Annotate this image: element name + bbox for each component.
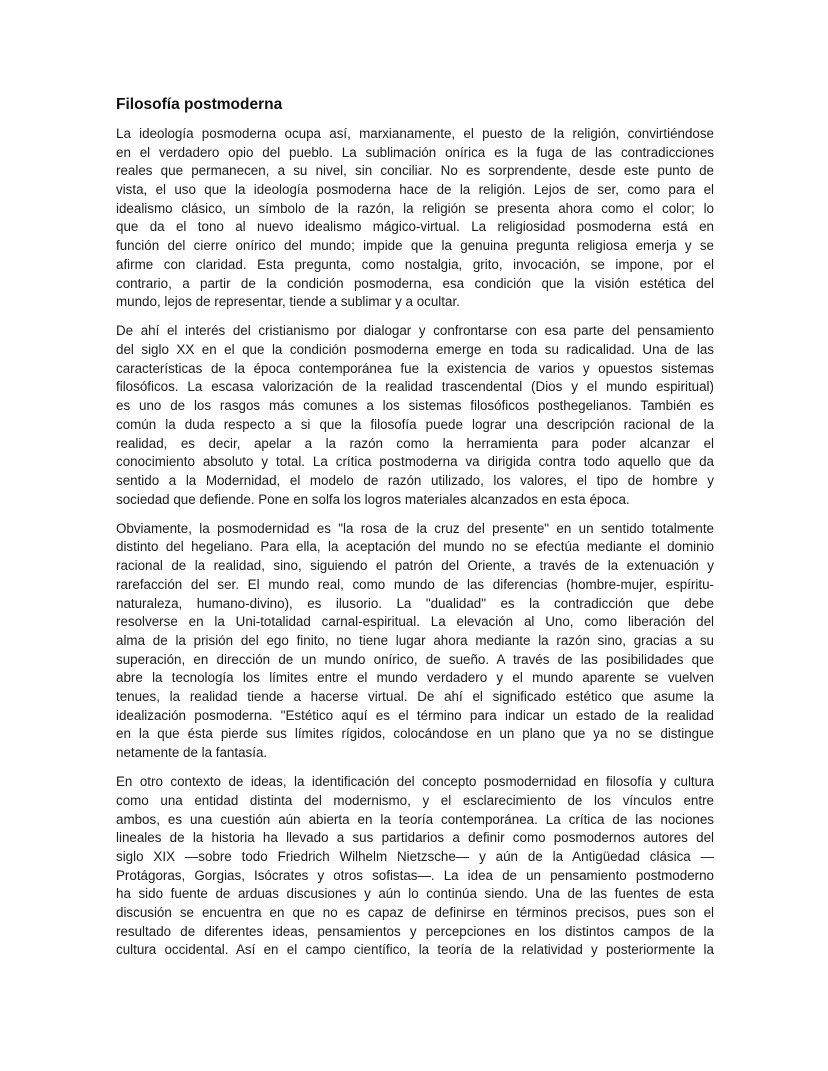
paragraph bbox=[116, 322, 714, 509]
text-line: De ahí el interés del cristianismo por dialogar y confrontarse con esa parte del pensamiento bbox=[116, 323, 714, 339]
paragraph bbox=[116, 520, 714, 763]
text-line: en la que ésta pierde sus límites rígidos, colocándose en un plano que ya no se distingue bbox=[116, 726, 714, 742]
text-line: contrario, a partir de la condición posmoderna, esa condición que la visión estética del bbox=[116, 275, 714, 291]
text-line: del siglo XX en el que la condición posmoderna emerge en toda su radicalidad. Una de las bbox=[116, 342, 714, 358]
text-line: La ideología posmoderna ocupa así, marxianamente, el puesto de la religión, convirtiéndose bbox=[116, 126, 714, 141]
document-title: Filosofía postmoderna bbox=[116, 96, 283, 113]
paragraph bbox=[116, 125, 714, 312]
text-line: tenues, la realidad tiende a hacerse virtual. De ahí el significado estético que asume la bbox=[116, 688, 714, 704]
text-line: lineales de la historia ha llevado a sus partidarios a definir como posmodernos autores del bbox=[116, 830, 714, 846]
text-line: función del cierre onírico del mundo; impide que la genuina pregunta religiosa emerja y se bbox=[116, 238, 714, 254]
text-line: características de la época contemporánea fue la existencia de varios y opuestos sistemas bbox=[116, 360, 714, 376]
text-line: Obviamente, la posmodernidad es "la rosa de la cruz del presente" en un sentido totalmente bbox=[116, 520, 714, 536]
text-line: discusión se encuentra en que no es capaz de definirse en términos precisos, pues son el bbox=[116, 905, 714, 920]
text-line: superación, en dirección de un mundo onírico, de sueño. A través de las posibilidades que bbox=[116, 651, 714, 667]
text-line: distinto del hegeliano. Para ella, la aceptación del mundo no se efectúa mediante el dominio bbox=[116, 539, 714, 555]
text-line: En otro contexto de ideas, la identificación del concepto posmodernidad en filosofía y cultura bbox=[116, 774, 714, 790]
text-line: que da el tono al nuevo idealismo mágico-virtual. La religiosidad posmoderna está en bbox=[116, 219, 714, 235]
text-line: ambos, es una cuestión aún abierta en la teoría contemporánea. La crítica de las nociones bbox=[116, 811, 714, 827]
text-line: conocimiento absoluto y total. La crítica postmoderna va dirigida contra todo aquello que da bbox=[116, 454, 714, 470]
text-line: naturaleza, humano-divino), es ilusorio. La "dualidad" es la contradicción que debe bbox=[116, 595, 714, 611]
text-line: netamente de la fantasía. bbox=[116, 745, 268, 760]
document-page bbox=[116, 95, 714, 971]
text-line: reales que permanecen, a su nivel, sin conciliar. No es sorprendente, desde este punto de bbox=[116, 163, 714, 179]
text-line: es uno de los rasgos más comunes a los sistemas filosóficos posthegelianos. También es bbox=[116, 398, 714, 414]
text-line: como una entidad distinta del modernismo, y el esclarecimiento de los vínculos entre bbox=[116, 792, 714, 808]
text-line: siglo XIX —sobre todo Friedrich Wilhelm Nietzsche— y aún de la Antigüedad clásica — bbox=[116, 848, 714, 864]
text-line: sociedad que defiende. Pone en solfa los logros materiales alcanzados en esta época. bbox=[116, 491, 630, 507]
text-line: idealismo clásico, un símbolo de la razón, la religión se presenta ahora como el color; lo bbox=[116, 200, 714, 216]
text-line: abre la tecnología los límites entre el mundo verdadero y el mundo aparente se vuelven bbox=[116, 670, 714, 686]
paragraph bbox=[116, 773, 714, 960]
text-line: racional de la realidad, sino, siguiendo el patrón del Oriente, a través de la extenuación y bbox=[116, 558, 714, 574]
document-body bbox=[116, 125, 714, 960]
text-line: cultura occidental. Así en el campo científico, la teoría de la relatividad y posteriormente la bbox=[116, 942, 714, 958]
text-line: idealización posmoderna. "Estético aquí es el término para indicar un estado de la realidad bbox=[116, 707, 714, 723]
text-line: en el verdadero opio del pueblo. La sublimación onírica es la fuga de las contradicciones bbox=[116, 144, 714, 160]
text-line: ha sido fuente de arduas discusiones y aún lo continúa siendo. Una de las fuentes de esta bbox=[116, 886, 714, 902]
text-line: realidad, es decir, apelar a la razón como la herramienta para poder alcanzar el bbox=[116, 435, 714, 451]
text-line: resultado de diferentes ideas, pensamientos y percepciones en los distintos campos de la bbox=[116, 923, 714, 939]
text-line: común la duda respecto a si que la filosofía puede lograr una descripción racional de la bbox=[116, 416, 714, 432]
text-line: Protágoras, Gorgias, Isócrates y otros sofistas—. La idea de un pensamiento postmoderno bbox=[116, 867, 714, 883]
text-line: alma de la prisión del ego finito, no tiene lugar ahora mediante la razón sino, gracias a su bbox=[116, 632, 714, 648]
text-line: mundo, lejos de representar, tiende a sublimar y a ocultar. bbox=[116, 294, 460, 310]
text-line: sentido a la Modernidad, el modelo de razón utilizado, los valores, el tipo de hombre y bbox=[116, 472, 714, 488]
text-line: vista, el uso que la ideología posmoderna hace de la religión. Lejos de ser, como para el bbox=[116, 182, 714, 198]
text-line: filosóficos. La escasa valorización de la realidad trascendental (Dios y el mundo espiritual) bbox=[116, 379, 714, 395]
text-line: rarefacción del ser. El mundo real, como mundo de las diferencias (hombre-mujer, espíritu- bbox=[116, 576, 714, 592]
text-line: afirme con claridad. Esta pregunta, como nostalgia, grito, invocación, se impone, por el bbox=[116, 256, 714, 272]
text-line: resolverse en la Uni-totalidad carnal-espiritual. La elevación al Uno, como liberación del bbox=[116, 614, 714, 630]
